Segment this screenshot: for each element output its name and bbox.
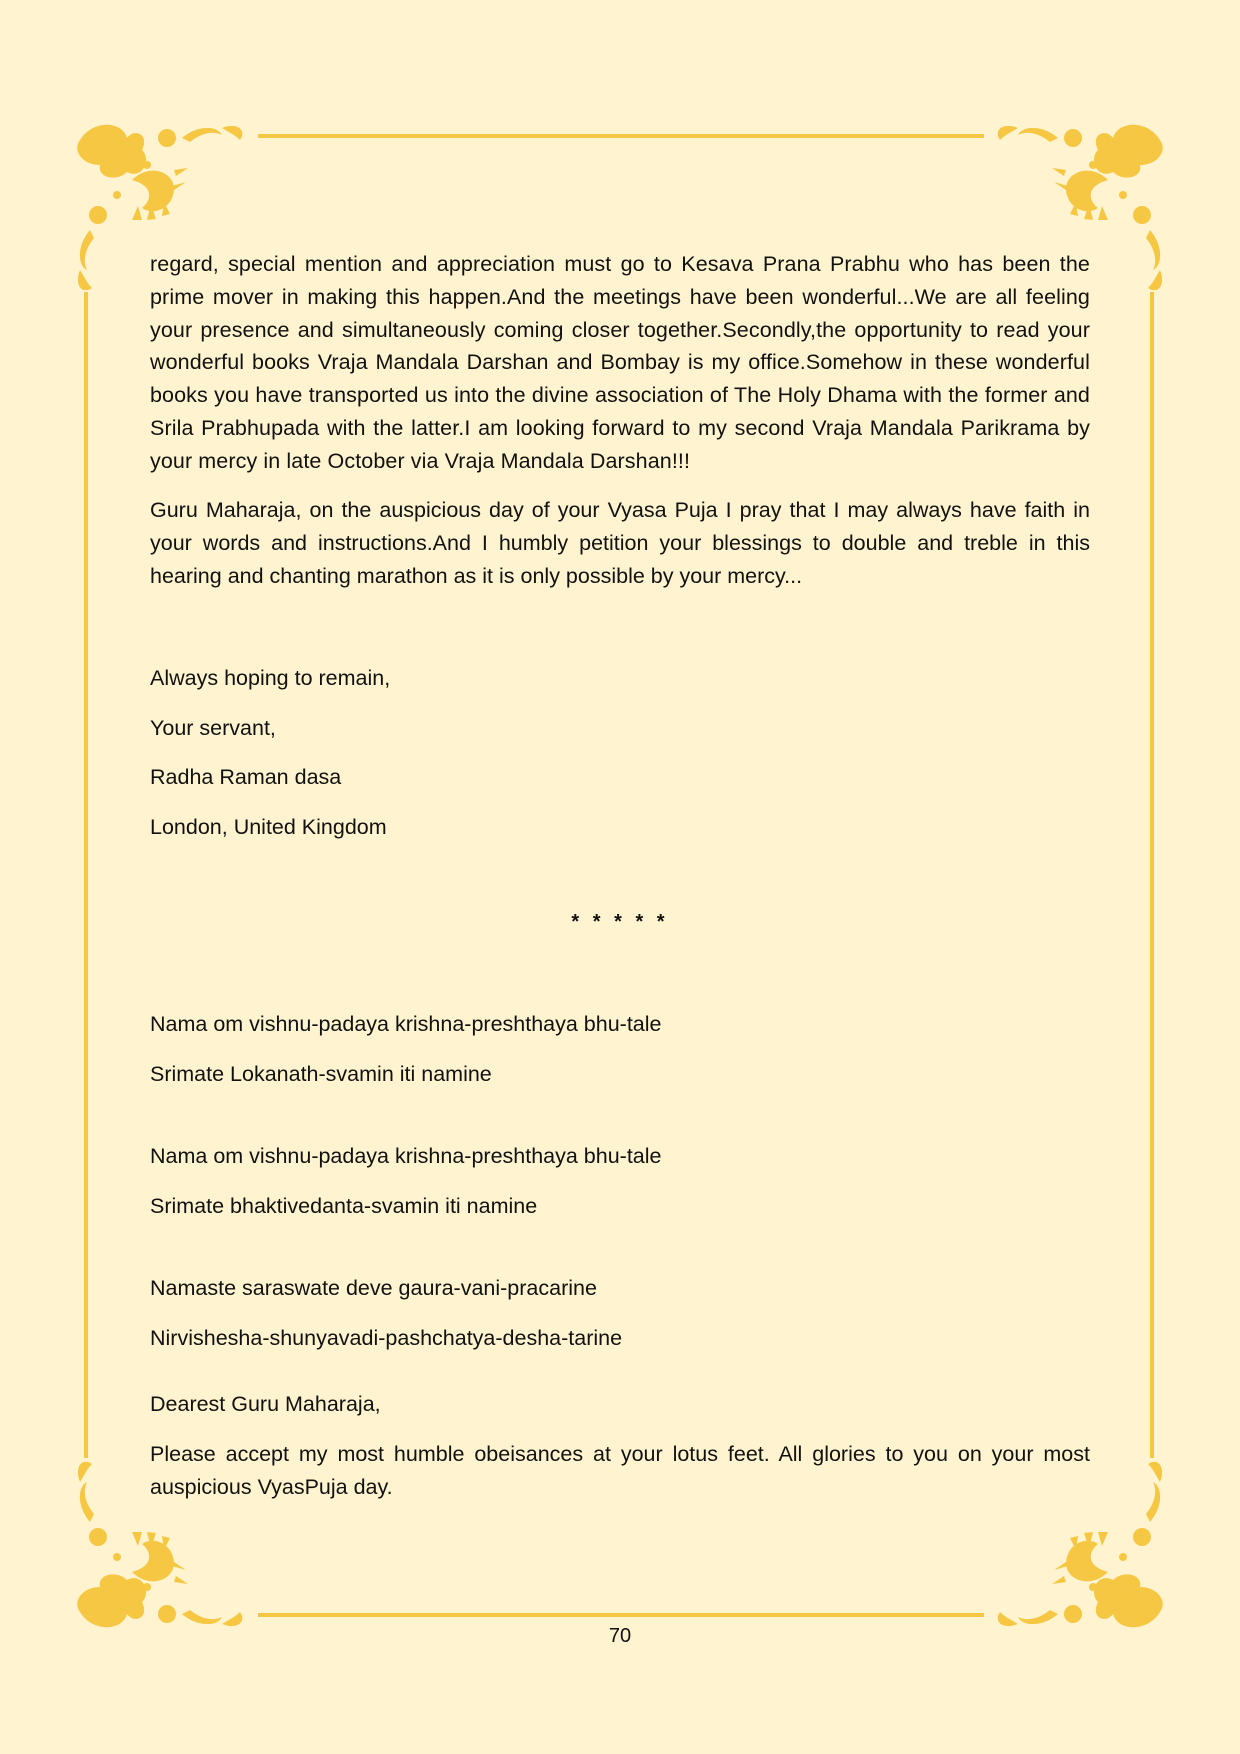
letter-paragraph-2: Guru Maharaja, on the auspicious day of your Vyasa Puja I pray that I may always have faith in your words and instructions.And I humbly petition your blessings to double and treble in this hearing and chanting marathon as it is only possible by your mercy... bbox=[150, 498, 1090, 588]
letter-opening: Please accept my most humble obeisances at your lotus feet. All glories to you on your most auspicious VyasPuja day. bbox=[150, 1442, 1090, 1499]
prayer-line: Srimate Lokanath-svamin iti namine bbox=[150, 1062, 492, 1086]
closing-line: Always hoping to remain, bbox=[150, 666, 391, 690]
section-separator: * * * * * bbox=[571, 911, 669, 933]
border-line-right bbox=[1150, 292, 1154, 1458]
page-number: 70 bbox=[608, 1625, 632, 1647]
prayer-line: Srimate bhaktivedanta-svamin iti namine bbox=[150, 1194, 538, 1218]
border-line-bottom bbox=[258, 1613, 984, 1617]
servant-line: Your servant, bbox=[150, 716, 276, 740]
prayer-line: Nama om vishnu-padaya krishna-preshthaya bhu-tale bbox=[150, 1012, 662, 1036]
prayer-line: Nirvishesha-shunyavadi-pashchatya-desha-tarine bbox=[150, 1326, 623, 1350]
prayer-line: Namaste saraswate deve gaura-vani-pracarine bbox=[150, 1276, 597, 1300]
border-line-left bbox=[84, 292, 88, 1458]
border-line-top bbox=[258, 134, 984, 138]
author-location: London, United Kingdom bbox=[150, 815, 387, 839]
prayer-line: Nama om vishnu-padaya krishna-preshthaya bhu-tale bbox=[150, 1144, 662, 1168]
salutation: Dearest Guru Maharaja, bbox=[150, 1392, 381, 1416]
letter-paragraph-1: regard, special mention and appreciation must go to Kesava Prana Prabhu who has been the prime mover in making this happen.And the meetings have been wonderful...We are all feeling your presence and simultaneously coming closer together.Secondly,the opportunity to read your wonderful books Vraja Mandala Darshan and Bombay is my office.Somehow in these wonderful books you have transported us into the divine association of The Holy Dhama with the former and Srila Prabhupada with the latter.I am looking forward to my second Vraja Mandala Parikrama by your mercy in late October via Vraja Mandala Darshan!!! bbox=[150, 252, 1090, 473]
author-name: Radha Raman dasa bbox=[150, 765, 342, 789]
